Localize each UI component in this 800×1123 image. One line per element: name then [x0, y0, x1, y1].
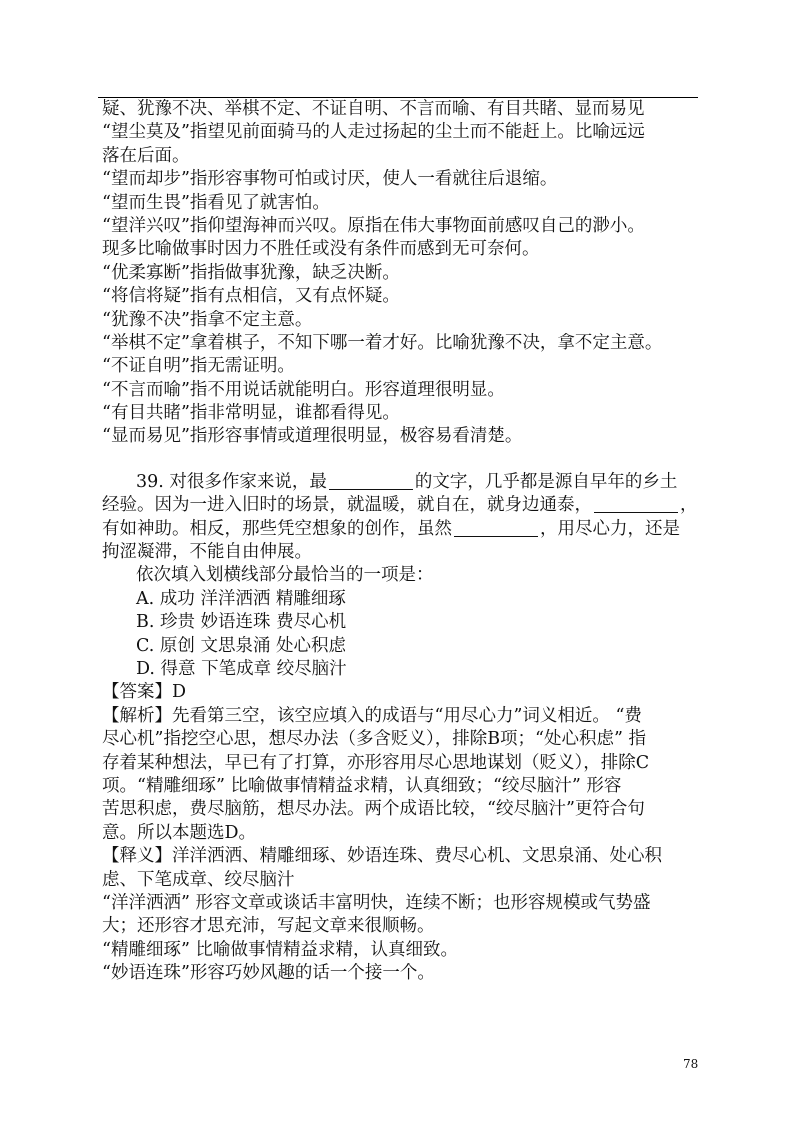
explanation-line: “精雕细琢” 比喻做事情精益求精，认真细致。: [102, 939, 458, 960]
option-c: C. 原创 文思泉涌 处心积虑: [136, 635, 347, 656]
text-line: “望洋兴叹”指仰望海神而兴叹。原指在伟大事物面前感叹自己的渺小。: [102, 215, 645, 236]
text-line: “显而易见”指形容事情或道理很明显，极容易看清楚。: [102, 426, 523, 447]
explanation-line: “妙语连珠”形容巧妙风趣的话一个接一个。: [102, 963, 435, 984]
question-prompt: 依次填入划横线部分最恰当的一项是：: [136, 565, 434, 586]
question-number: 39.: [136, 471, 164, 492]
answer-blank-3: [454, 519, 538, 537]
answer-line: 【答案】D: [102, 682, 187, 703]
text-line: “犹豫不决”指拿不定主意。: [102, 309, 313, 330]
text-line: “望而却步”指形容事物可怕或讨厌，使人一看就往后退缩。: [102, 169, 558, 190]
analysis-section: [102, 705, 702, 845]
page-content: [102, 98, 702, 985]
explanation-line: “洋洋洒洒” 形容文章或谈话丰富明快，连续不断；也形容规模或气势盛: [102, 892, 651, 913]
analysis-line: 意。所以本题选D。: [102, 822, 257, 843]
text-line: “举棋不定”拿着棋子，不知下哪一着才好。比喻犹豫不决，拿不定主意。: [102, 332, 663, 353]
question-line-4: 拘涩凝滞，不能自由伸展。: [102, 542, 312, 563]
explanation-section: [102, 845, 702, 985]
text-line: 疑、犹豫不决、举棋不定、不证自明、不言而喻、有目共睹、显而易见: [102, 99, 645, 119]
option-d: D. 得意 下笔成章 绞尽脑汁: [136, 658, 347, 679]
page-number: 78: [683, 1057, 699, 1071]
text-line: 现多比喻做事时因力不胜任或没有条件而感到无可奈何。: [102, 239, 540, 260]
analysis-line: 【解析】先看第三空，该空应填入的成语与“用尽心力”词义相近。 “费: [102, 705, 642, 726]
analysis-line: 项。“精雕细琢” 比喻做事情精益求精，认真细致；“绞尽脑汁” 形容: [102, 775, 622, 796]
question-line-1: 39. 对很多作家来说，最 的文字，几乎都是源自早年的乡土: [136, 471, 678, 492]
explanation-line: 虑、下笔成章、绞尽脑汁: [102, 869, 295, 890]
text-line: “望而生畏”指看见了就害怕。: [102, 192, 330, 213]
explanation-line: 大；还形容才思充沛，写起文章来很顺畅。: [102, 916, 435, 937]
answer-blank-1: [329, 472, 413, 490]
text-line: 落在后面。: [102, 145, 190, 166]
analysis-line: 苦思积虑，费尽脑筋，想尽办法。两个成语比较，“绞尽脑汁”更符合句: [102, 799, 645, 820]
question-39: [102, 471, 702, 682]
question-line-3: 有如神助。相反，那些凭空想象的创作，虽然 ，用尽心力，还是: [102, 518, 680, 539]
option-a: A. 成功 洋洋洒洒 精雕细琢: [136, 588, 346, 609]
question-line-2: 经验。因为一进入旧时的场景，就温暖，就自在，就身边通泰， ，: [102, 495, 698, 516]
text-line: “优柔寡断”指指做事犹豫，缺乏决断。: [102, 262, 400, 283]
text-line: “不证自明”指无需证明。: [102, 356, 295, 377]
text-line: “有目共睹”指非常明显，谁都看得见。: [102, 403, 400, 424]
answer-blank-2: [594, 495, 678, 513]
idiom-definitions: [102, 98, 702, 449]
analysis-line: 存着某种想法，早已有了打算，亦形容用尽心思地谋划（贬义），排除C: [102, 752, 650, 773]
text-line: “望尘莫及”指望见前面骑马的人走过扬起的尘土而不能赶上。比喻远远: [102, 122, 645, 143]
text-line: “不言而喻”指不用说话就能明白。形容道理很明显。: [102, 379, 505, 400]
analysis-line: 尽心机”指挖空心思，想尽办法（多含贬义），排除B项；“处心积虑” 指: [102, 729, 647, 750]
option-b: B. 珍贵 妙语连珠 费尽心机: [136, 612, 347, 633]
text-line: “将信将疑”指有点相信，又有点怀疑。: [102, 286, 400, 307]
explanation-line: 【释义】洋洋洒洒、精雕细琢、妙语连珠、费尽心机、文思泉涌、处心积: [102, 846, 662, 867]
